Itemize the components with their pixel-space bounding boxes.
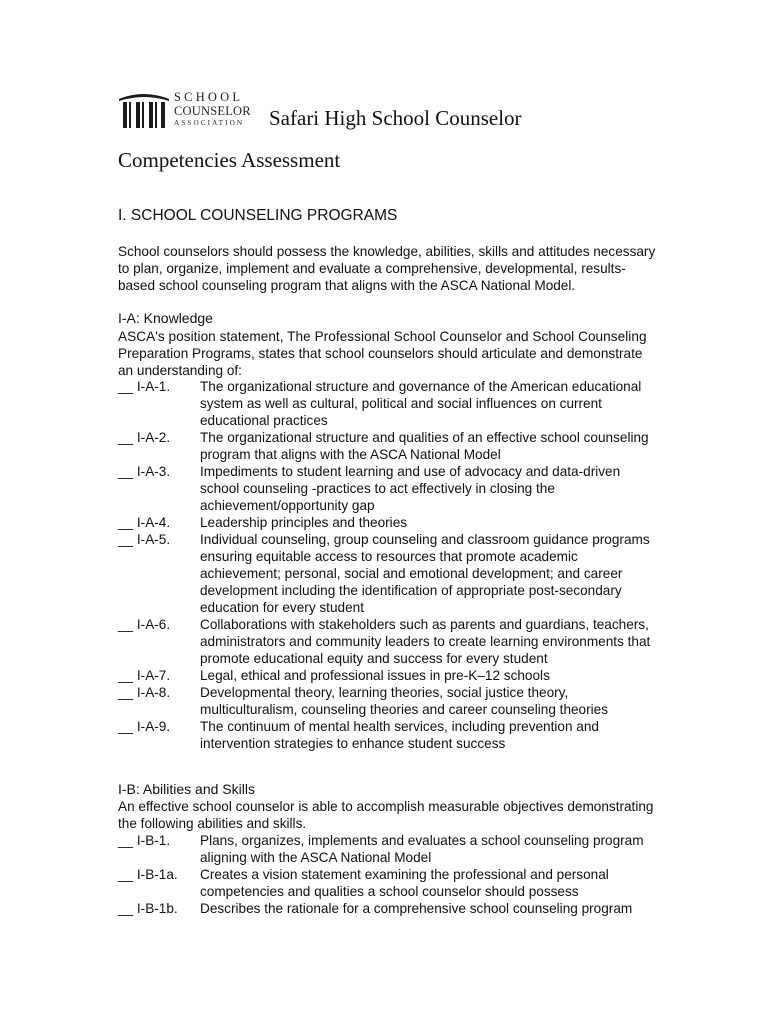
item-code: __ I-B-1b. xyxy=(118,901,178,916)
knowledge-intro-lead: ASCA's position statement, The Professional School Counselor and School Counseling xyxy=(118,329,647,344)
knowledge-intro-rest: Preparation Programs, states that school counselors should articulate and demonstrate an understanding of: xyxy=(118,346,643,378)
list-item xyxy=(118,514,658,531)
item-code: __ I-A-5. xyxy=(118,532,171,547)
item-text: Developmental theory, learning theories, social justice theory, multiculturalism, counseling theories and career counseling theories xyxy=(200,685,609,717)
knowledge-heading: I-A: Knowledge xyxy=(118,310,213,326)
item-text: Collaborations with stakeholders such as parents and guardians, teachers, administrators and community leaders to create learning environments that promote educational equity and success for every student xyxy=(200,617,651,666)
list-item xyxy=(118,463,658,514)
list-item xyxy=(118,718,658,752)
item-code: __ I-A-2. xyxy=(118,430,171,445)
item-text: Creates a vision statement examining the professional and personal competencies and qualities a school counselor should possess xyxy=(200,867,609,899)
logo-wordmark xyxy=(174,91,251,127)
list-item xyxy=(118,667,658,684)
list-item xyxy=(118,900,658,917)
item-code: __ I-A-8. xyxy=(118,685,171,700)
section-intro: School counselors should possess the knowledge, abilities, skills and attitudes necessary to plan, organize, implement and evaluate a comprehensive, developmental, results-based school counseling program that aligns with the ASCA National Model. xyxy=(118,244,656,293)
item-code: __ I-B-1a. xyxy=(118,867,178,882)
document-title-line-2: Competencies Assessment xyxy=(118,148,341,172)
abilities-list xyxy=(118,832,658,917)
item-code: __ I-A-3. xyxy=(118,464,171,479)
item-text: Leadership principles and theories xyxy=(200,515,408,530)
item-code: __ I-A-9. xyxy=(118,719,171,734)
item-text: The organizational structure and governance of the American educational system as well as cultural, political and social influences on current educational practices xyxy=(200,379,642,428)
list-item xyxy=(118,429,658,463)
section-heading: I. SCHOOL COUNSELING PROGRAMS xyxy=(118,207,398,224)
item-text: Impediments to student learning and use of advocacy and data-driven school counseling -practices to act effectively in closing the achievement/opportunity gap xyxy=(200,464,621,513)
item-text: The organizational structure and qualities of an effective school counseling program that aligns with the ASCA National Model xyxy=(200,430,649,462)
logo-line-counselor: COUNSELOR xyxy=(174,103,251,118)
asca-logo xyxy=(118,90,268,130)
item-code: __ I-A-6. xyxy=(118,617,171,632)
document-title-line-1: Safari High School Counselor xyxy=(269,106,522,130)
knowledge-intro xyxy=(118,328,658,379)
list-item xyxy=(118,531,658,616)
logo-line-school: SCHOOL xyxy=(174,90,244,104)
list-item xyxy=(118,616,658,667)
item-code: __ I-B-1. xyxy=(118,833,171,848)
list-item xyxy=(118,832,658,866)
item-code: __ I-A-1. xyxy=(118,379,171,394)
item-text: Individual counseling, group counseling and classroom guidance programs ensuring equitable access to resources that promote academic achievement; personal, social and emotional development; and career development including the identification of appropriate post-secondary education for every student xyxy=(200,532,650,615)
columns-icon xyxy=(118,90,170,130)
item-text: Describes the rationale for a comprehensive school counseling program xyxy=(200,901,633,916)
list-item xyxy=(118,866,658,900)
item-text: The continuum of mental health services, including prevention and intervention strategies to enhance student success xyxy=(200,719,599,751)
knowledge-list xyxy=(118,378,658,752)
item-text: Legal, ethical and professional issues in pre-K–12 schools xyxy=(200,668,550,683)
logo-line-association: ASSOCIATION xyxy=(174,119,245,127)
item-code: __ I-A-4. xyxy=(118,515,171,530)
list-item xyxy=(118,684,658,718)
abilities-heading: I-B: Abilities and Skills xyxy=(118,781,255,797)
list-item xyxy=(118,378,658,429)
item-code: __ I-A-7. xyxy=(118,668,171,683)
item-text: Plans, organizes, implements and evaluates a school counseling program aligning with the ASCA National Model xyxy=(200,833,644,865)
abilities-intro: An effective school counselor is able to accomplish measurable objectives demonstrating the following abilities and skills. xyxy=(118,799,654,831)
